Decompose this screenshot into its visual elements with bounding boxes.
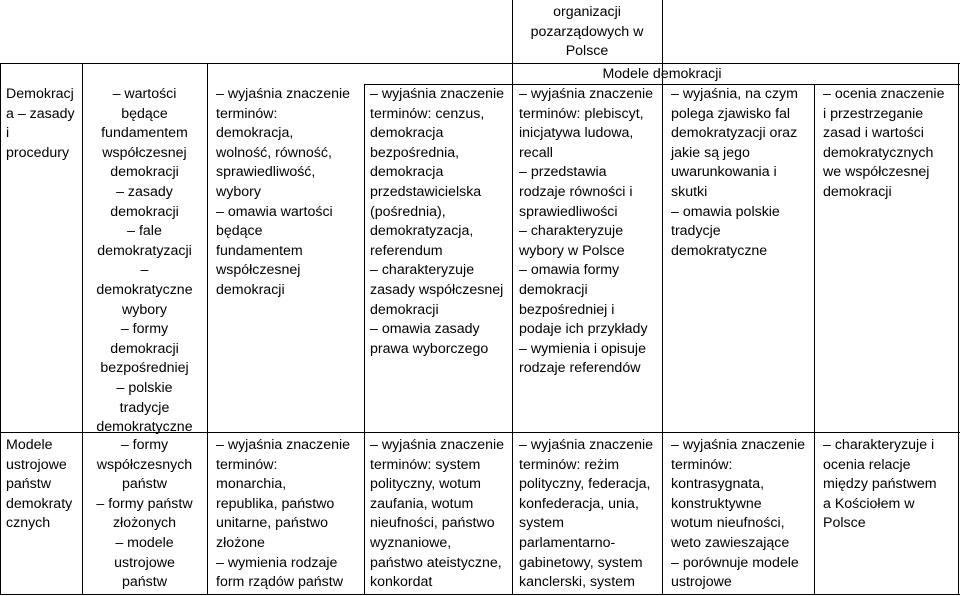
requirement-cell: – charakteryzuje i ocenia relacje między państwem a Kościołem w Polsce: [823, 437, 937, 532]
column-divider: [82, 63, 83, 595]
requirement-cell: – wyjaśnia znaczenie terminów: demokracja, wolność, równość, sprawiedliwość, wybory – omawia wartości będące fundamentem współczesnej demokracji: [216, 86, 351, 298]
column-divider: [512, 0, 513, 595]
requirement-cell: – wyjaśnia znaczenie terminów: plebiscyt, inicjatywa ludowa, recall – przedstawia rodzaje równości i sprawiedliwości – charakteryzuje wybory w Polsce – omawia formy demokracji bezpośredniej i podaje ich przykłady – wymienia i opisuje rodzaje referendów: [519, 86, 654, 377]
column-divider: [662, 0, 663, 595]
topic-cell: Modele ustrojowe państw demokraty cznych: [6, 437, 73, 532]
requirement-cell: – wyjaśnia znaczenie terminów: reżim polityczny, federacja, konfederacja, unia, system parlamentarno- gabinetowy, system kanclerski, system: [519, 437, 654, 591]
requirement-cell: – wyjaśnia znaczenie terminów: system polityczny, wotum zaufania, wotum nieufności, państwo wyznaniowe, państwo ateistyczne, konkordat: [370, 437, 505, 591]
requirement-cell: – wyjaśnia znaczenie terminów: monarchia, republika, państwo unitarne, państwo złożone – wymienia rodzaje form rządów państw: [216, 437, 351, 591]
column-divider: [814, 84, 815, 595]
content-cell: – wartości będące fundamentem współczesnej demokracji – zasady demokracji – fale demokratyzacji – demokratyczne wybory – formy demokracji bezpośredniej – polskie tradycje demokratyczne: [96, 86, 193, 436]
requirement-cell: – ocenia znaczenie i przestrzeganie zasad i wartości demokratycznych we współczesnej demokracji: [823, 86, 945, 200]
table-border-left: [0, 63, 1, 595]
requirement-cell: – wyjaśnia znaczenie terminów: cenzus, demokracja bezpośrednia, demokracja przedstawicielska (pośrednia), demokratyzacja, referendum – charakteryzuje zasady współczesnej demokracji – omawia zasady prawa wyborczego: [370, 86, 505, 357]
table-border-right: [958, 63, 959, 595]
requirement-cell: – wyjaśnia, na czym polega zjawisko fal demokratyzacji oraz jakie są jego uwarunkowania i skutki – omawia polskie tradycje demokratyczne: [671, 86, 798, 259]
topic-cell: Demokracj a – zasady i procedury: [6, 86, 75, 161]
column-divider: [207, 63, 208, 595]
carryover-text: organizacji pozarządowych w Polsce: [530, 4, 644, 60]
column-divider: [364, 84, 365, 595]
table-border-bottom: [0, 594, 960, 595]
merged-header: Modele demokracji: [602, 66, 722, 82]
requirement-cell: – wyjaśnia znaczenie terminów: kontrasygnata, konstruktywne wotum nieufności, weto zawieszające – porównuje modele ustrojowe: [671, 437, 806, 591]
content-cell: – formy współczesnych państw – formy państw złożonych – modele ustrojowe państw: [96, 437, 193, 591]
